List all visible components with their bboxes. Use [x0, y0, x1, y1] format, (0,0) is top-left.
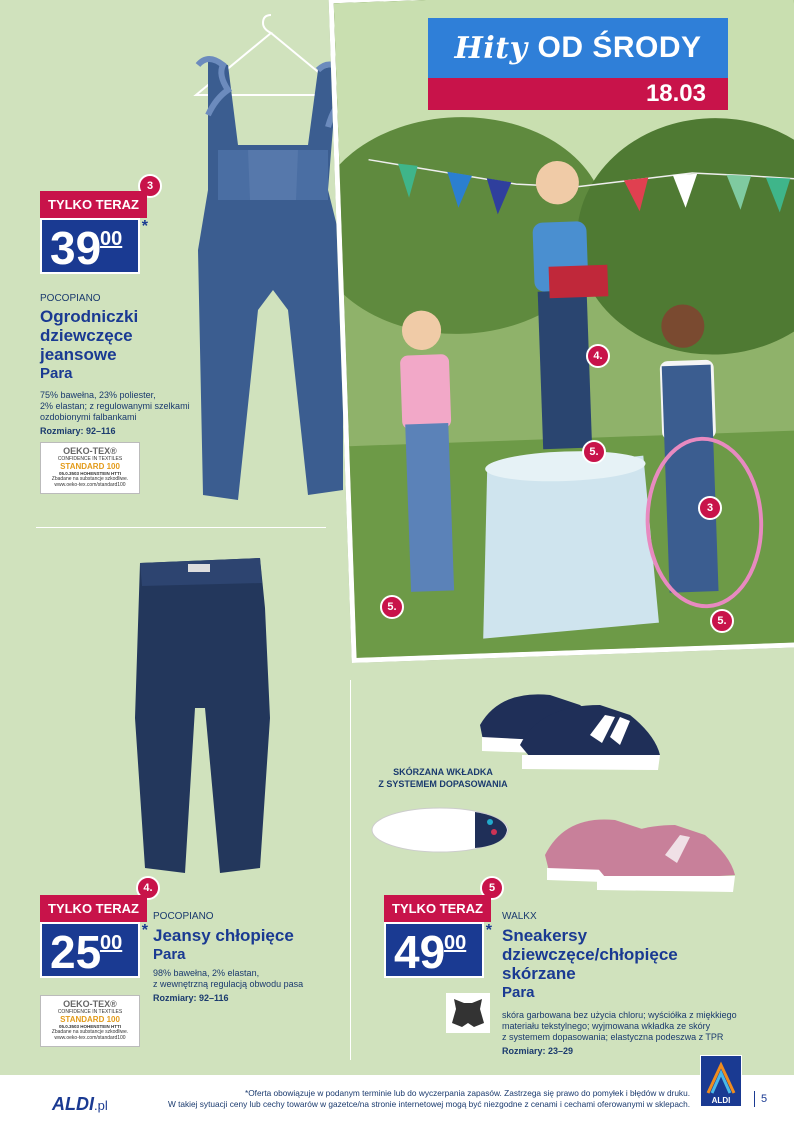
- product3-unit: Para: [502, 984, 535, 1001]
- product2-sizes: Rozmiary: 92–116: [153, 993, 229, 1003]
- leather-symbol-icon: [446, 993, 490, 1033]
- product1-name-line: Ogrodniczki: [40, 307, 139, 326]
- product1-number-badge: 3: [138, 174, 162, 198]
- product1-price-star: *: [141, 218, 148, 235]
- headline-script: Hity: [454, 30, 528, 66]
- oeko-line: www.oeko-tex.com/standard100: [54, 1035, 126, 1041]
- product3-desc-line: skóra garbowana bez użycia chloru; wyściółka z miękkiego: [502, 1010, 737, 1020]
- oeko-title: OEKO-TEX®: [63, 999, 117, 1009]
- product3-name-line: skórzane: [502, 964, 576, 983]
- product3-name-line: Sneakersy: [502, 926, 588, 945]
- photo-badge: 5.: [710, 609, 734, 633]
- product2-unit: Para: [153, 946, 186, 963]
- product3-price-main: 49: [394, 926, 446, 978]
- photo-badge: 4.: [586, 344, 610, 368]
- product1-price-tag: [40, 191, 147, 274]
- product1-unit: Para: [40, 365, 73, 382]
- product1-name-line: jeansowe: [40, 345, 117, 364]
- product3-name: [502, 926, 678, 1002]
- product1-desc-line: 75% bawełna, 23% poliester,: [40, 390, 156, 400]
- oeko-tex-label: [40, 995, 140, 1047]
- divider: [350, 680, 351, 1060]
- product3-price-cents: 00: [444, 932, 467, 954]
- product1-desc-line: ozdobionymi falbankami: [40, 412, 137, 422]
- photo-badge: 5.: [582, 440, 606, 464]
- oeko-standard: STANDARD 100: [60, 462, 120, 471]
- product1-price-cents: 00: [100, 228, 123, 250]
- product2-tag-label: TYLKO TERAZ: [40, 895, 147, 922]
- page-number: 5: [754, 1091, 767, 1107]
- oeko-line: www.oeko-tex.com/standard100: [54, 482, 126, 488]
- oeko-standard: STANDARD 100: [60, 1015, 120, 1024]
- product1-name-line: dziewczęce: [40, 326, 133, 345]
- product2-price-cents: 00: [100, 932, 123, 954]
- headline-banner: [428, 18, 728, 78]
- photo-badge: 5.: [380, 595, 404, 619]
- product1-tag-label: TYLKO TERAZ: [40, 191, 147, 218]
- oeko-cert: 05.0.3503 HOHENSTEIN HTTI: [58, 1024, 122, 1029]
- product2-name-line: Jeansy chłopięce: [153, 926, 294, 945]
- aldi-pl-logo[interactable]: [52, 1094, 108, 1115]
- photo-badge: 3: [698, 496, 722, 520]
- product3-tag-label: TYLKO TERAZ: [384, 895, 491, 922]
- product2-description: [153, 968, 303, 990]
- headline-text: OD ŚRODY: [537, 31, 702, 64]
- footnote-line: *Oferta obowiązuje w podanym terminie lub do wyczerpania zapasów. Zastrzega się prawo do pomyłek i błędów w druku.: [244, 1088, 690, 1098]
- insole-caption: [378, 766, 508, 790]
- product3-name-line: dziewczęce/chłopięce: [502, 945, 678, 964]
- pink-sneakers-image: [540, 800, 750, 900]
- footer: [0, 1075, 794, 1123]
- jeans-image: [120, 548, 280, 878]
- product3-desc-line: materiału tekstylnego; wyjmowana wkładka ze skóry: [502, 1021, 711, 1031]
- product1-name: [40, 307, 138, 383]
- product2-desc-line: 98% bawełna, 2% elastan,: [153, 968, 260, 978]
- product3-number-badge: 5: [480, 876, 504, 900]
- product1-sizes: Rozmiary: 92–116: [40, 426, 116, 436]
- product3-desc-line: z systemem dopasowania; elastyczna podeszwa z TPR: [502, 1032, 724, 1042]
- product3-description: [502, 1010, 737, 1043]
- product3-sizes: Rozmiary: 23–29: [502, 1046, 574, 1056]
- aldi-badge-icon: [700, 1055, 742, 1107]
- product3-price-star: *: [485, 922, 492, 939]
- insole-caption-line: Z SYSTEMEM DOPASOWANIA: [378, 779, 508, 789]
- product2-price-main: 25: [50, 926, 102, 978]
- product2-price: [40, 922, 148, 978]
- aldi-logo-suffix: .pl: [94, 1098, 108, 1113]
- product2-number-badge: 4.: [136, 876, 160, 900]
- product2-name: [153, 926, 294, 964]
- insole-image: [370, 800, 520, 860]
- insole-caption-line: SKÓRZANA WKŁADKA: [393, 767, 493, 777]
- aldi-badge-text: ALDI: [711, 1096, 731, 1105]
- navy-sneakers-image: [470, 675, 680, 775]
- product1-desc-line: 2% elastan; z regulowanymi szelkami: [40, 401, 190, 411]
- footnote: [150, 1088, 690, 1110]
- product1-description: [40, 390, 190, 423]
- oeko-line: Zbadane na substancje szkodliwe.: [51, 1029, 129, 1035]
- product3-price: [384, 922, 492, 978]
- divider: [36, 527, 326, 528]
- product2-price-tag: [40, 895, 147, 978]
- oeko-title: OEKO-TEX®: [63, 446, 117, 456]
- aldi-logo-text: ALDI: [52, 1094, 94, 1114]
- oeko-sub: CONFIDENCE IN TEXTILES: [57, 456, 123, 462]
- product3-brand: WALKX: [502, 911, 537, 922]
- product1-price-main: 39: [50, 222, 102, 274]
- product2-price-star: *: [141, 922, 148, 939]
- oeko-cert: 05.0.3503 HOHENSTEIN HTTI: [58, 471, 122, 476]
- oeko-sub: CONFIDENCE IN TEXTILES: [57, 1009, 123, 1015]
- product3-price-tag: [384, 895, 491, 978]
- oeko-line: Zbadane na substancje szkodliwe.: [51, 476, 129, 482]
- oeko-tex-label: [40, 442, 140, 494]
- product2-brand: POCOPIANO: [153, 911, 214, 922]
- headline-date: 18.03: [428, 78, 728, 110]
- product1-brand: POCOPIANO: [40, 293, 101, 304]
- product1-price: [40, 218, 148, 274]
- product2-desc-line: z wewnętrzną regulacją obwodu pasa: [153, 979, 304, 989]
- footnote-line: W takiej sytuacji ceny lub cechy towarów w gazetce/na stronie internetowej mogą być niezgodne z cenami i cechami oferowanymi w sklepach.: [167, 1099, 690, 1109]
